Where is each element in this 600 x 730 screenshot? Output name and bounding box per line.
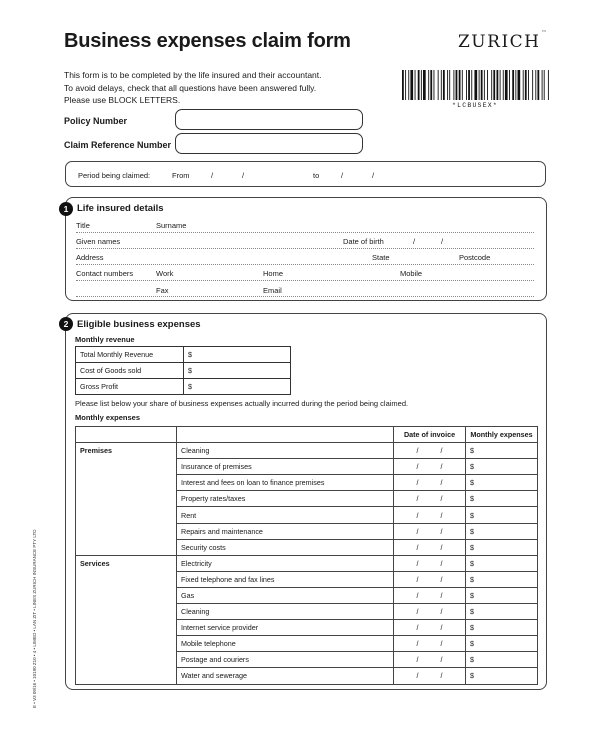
barcode-bar xyxy=(487,70,488,100)
address-line[interactable] xyxy=(76,264,534,265)
date-separator: / xyxy=(416,623,419,633)
barcode-bar xyxy=(471,70,472,100)
expenses-note: Please list below your share of business expenses actually incurred during the period being claimed. xyxy=(75,399,409,408)
barcode-bar xyxy=(535,70,536,100)
date-separator: / xyxy=(440,526,443,536)
expense-item-label: Gas xyxy=(177,587,394,603)
barcode-bar xyxy=(497,70,499,100)
date-separator: / xyxy=(416,655,419,665)
claim-reference-label: Claim Reference Number xyxy=(64,140,172,150)
brand-name: ZURICH xyxy=(458,32,541,52)
table-header-row xyxy=(76,427,538,443)
barcode-bar xyxy=(542,70,543,100)
home-phone-label: Home xyxy=(263,269,284,278)
expense-amount-cell[interactable]: $ xyxy=(466,571,538,587)
section-number: 2 xyxy=(59,317,73,331)
expense-amount-cell[interactable]: $ xyxy=(466,459,538,475)
period-claimed-box[interactable] xyxy=(65,161,546,187)
expense-item-label: Property rates/taxes xyxy=(177,491,394,507)
monthly-revenue-heading: Monthly revenue xyxy=(75,335,135,344)
invoice-date-cell[interactable] xyxy=(394,668,466,684)
given-names-label: Given names xyxy=(76,237,121,246)
expense-amount-cell[interactable]: $ xyxy=(466,604,538,620)
date-separator: / xyxy=(440,655,443,665)
date-separator: / xyxy=(440,607,443,617)
expense-amount-cell[interactable]: $ xyxy=(466,668,538,684)
expense-item-label: Insurance of premises xyxy=(177,459,394,475)
section-title: Life insured details xyxy=(77,203,164,214)
invoice-date-cell[interactable] xyxy=(394,491,466,507)
barcode-bar xyxy=(423,70,426,100)
postcode-label: Postcode xyxy=(459,253,491,262)
expense-amount-cell[interactable]: $ xyxy=(466,587,538,603)
expense-amount-cell[interactable]: $ xyxy=(466,539,538,555)
date-separator: / xyxy=(413,237,416,246)
barcode-bar xyxy=(438,70,439,100)
date-separator: / xyxy=(416,526,419,536)
invoice-date-cell[interactable] xyxy=(394,523,466,539)
barcode-bar xyxy=(493,70,495,100)
barcode-bar xyxy=(434,70,435,100)
date-separator: / xyxy=(372,171,375,180)
date-separator: / xyxy=(440,671,443,681)
date-separator: / xyxy=(440,639,443,649)
revenue-label: Total Monthly Revenue xyxy=(76,347,184,363)
barcode-bar xyxy=(503,70,504,100)
expense-item-label: Postage and couriers xyxy=(177,652,394,668)
policy-number-field[interactable] xyxy=(175,109,363,130)
date-separator: / xyxy=(416,607,419,617)
expense-amount-cell[interactable]: $ xyxy=(466,620,538,636)
fax-label: Fax xyxy=(156,286,169,295)
date-separator: / xyxy=(440,494,443,504)
date-separator: / xyxy=(211,171,214,180)
table-row xyxy=(76,379,291,395)
barcode-bar xyxy=(456,70,458,100)
expense-amount-cell[interactable]: $ xyxy=(466,652,538,668)
monthly-expenses-header: Monthly expenses xyxy=(466,427,538,443)
barcode-bar xyxy=(505,70,508,100)
barcode-bar xyxy=(523,70,524,100)
expense-amount-cell[interactable]: $ xyxy=(466,636,538,652)
side-form-code: E • V3 09/16 • 10190 Z10 • 4 • LIMBO • LAN ZIT • LINES ZURICH INSURANCE PTY LTD xyxy=(32,529,37,708)
claim-reference-field[interactable] xyxy=(175,133,363,154)
page-title: Business expenses claim form xyxy=(64,30,351,52)
expense-amount-cell[interactable]: $ xyxy=(466,555,538,571)
expense-amount-cell[interactable]: $ xyxy=(466,523,538,539)
barcode-bar xyxy=(430,70,432,100)
invoice-date-cell[interactable] xyxy=(394,443,466,459)
date-separator: / xyxy=(341,171,344,180)
invoice-date-cell[interactable] xyxy=(394,555,466,571)
date-separator: / xyxy=(416,462,419,472)
date-separator: / xyxy=(416,542,419,552)
date-of-invoice-header: Date of invoice xyxy=(394,427,466,443)
barcode-bar xyxy=(443,70,445,100)
date-separator: / xyxy=(440,510,443,520)
intro-line: This form is to be completed by the life insured and their accountant. xyxy=(64,70,322,80)
date-of-birth-label: Date of birth xyxy=(343,237,384,246)
invoice-date-cell[interactable] xyxy=(394,636,466,652)
invoice-date-cell[interactable] xyxy=(394,571,466,587)
date-separator: / xyxy=(416,574,419,584)
expense-amount-cell[interactable]: $ xyxy=(466,475,538,491)
date-separator: / xyxy=(440,590,443,600)
period-from-label: From xyxy=(172,171,190,180)
barcode-bar xyxy=(509,70,510,100)
date-separator: / xyxy=(440,558,443,568)
date-separator: / xyxy=(440,462,443,472)
address-label: Address xyxy=(76,253,104,262)
date-separator: / xyxy=(440,574,443,584)
monthly-expenses-heading: Monthly expenses xyxy=(75,413,141,422)
date-separator: / xyxy=(416,590,419,600)
invoice-date-cell[interactable] xyxy=(394,604,466,620)
fax-email-line[interactable] xyxy=(76,296,534,297)
barcode-bar xyxy=(532,70,533,100)
revenue-value-cell[interactable]: $ xyxy=(184,347,291,363)
expense-item-label: Internet service provider xyxy=(177,620,394,636)
contact-numbers-line[interactable] xyxy=(76,280,534,281)
given-names-line[interactable] xyxy=(76,248,534,249)
monthly-revenue-table xyxy=(75,346,291,395)
expense-item-label: Electricity xyxy=(177,555,394,571)
date-separator: / xyxy=(416,558,419,568)
barcode-bar xyxy=(466,70,467,100)
invoice-date-cell[interactable] xyxy=(394,475,466,491)
trademark-mark: ™ xyxy=(541,30,548,36)
expense-item-label: Mobile telephone xyxy=(177,636,394,652)
period-label: Period being claimed: xyxy=(78,171,151,180)
date-separator: / xyxy=(242,171,245,180)
barcode-bar xyxy=(402,70,404,100)
invoice-date-cell[interactable] xyxy=(394,652,466,668)
date-separator: / xyxy=(416,478,419,488)
date-separator: / xyxy=(440,542,443,552)
category-cell: Premises xyxy=(76,443,177,556)
barcode-bar xyxy=(484,70,485,100)
barcode-bar xyxy=(410,70,413,100)
date-separator: / xyxy=(440,446,443,456)
state-label: State xyxy=(372,253,390,262)
barcode-bar xyxy=(405,70,406,100)
expense-item-label: Fixed telephone and fax lines xyxy=(177,571,394,587)
category-header xyxy=(76,427,177,443)
table-row xyxy=(76,443,538,459)
barcode-bar xyxy=(525,70,527,100)
surname-label: Surname xyxy=(156,221,187,230)
date-separator: / xyxy=(416,639,419,649)
date-separator: / xyxy=(416,671,419,681)
barcode-bar xyxy=(408,70,409,100)
barcode-bar xyxy=(537,70,539,100)
invoice-date-cell[interactable] xyxy=(394,539,466,555)
monthly-expenses-table xyxy=(75,426,538,685)
barcode-text: *LCBUSEX* xyxy=(452,102,498,109)
barcode-bar xyxy=(447,70,448,100)
expense-item-label: Repairs and maintenance xyxy=(177,523,394,539)
expense-item-label: Water and sewerage xyxy=(177,668,394,684)
revenue-value-cell[interactable]: $ xyxy=(184,363,291,379)
email-label: Email xyxy=(263,286,282,295)
contact-numbers-label: Contact numbers xyxy=(76,269,134,278)
table-row xyxy=(76,363,291,379)
barcode-bar xyxy=(500,70,501,100)
revenue-value-cell[interactable]: $ xyxy=(184,379,291,395)
barcode-bar xyxy=(491,70,492,100)
expense-amount-cell[interactable]: $ xyxy=(466,491,538,507)
expense-amount-cell[interactable]: $ xyxy=(466,507,538,523)
barcode-bar xyxy=(512,70,514,100)
barcode-bar xyxy=(515,70,516,100)
date-separator: / xyxy=(441,237,444,246)
category-cell: Services xyxy=(76,555,177,684)
barcode-bar xyxy=(548,70,549,100)
policy-number-label: Policy Number xyxy=(64,116,128,126)
barcode-bar xyxy=(453,70,454,100)
expense-amount-cell[interactable]: $ xyxy=(466,443,538,459)
barcode-bar xyxy=(428,70,429,100)
barcode-bar xyxy=(481,70,483,100)
expense-item-label: Cleaning xyxy=(177,604,394,620)
barcode-bar xyxy=(421,70,422,100)
date-separator: / xyxy=(416,446,419,456)
barcode-bar xyxy=(468,70,470,100)
date-separator: / xyxy=(440,623,443,633)
date-separator: / xyxy=(416,494,419,504)
barcode-bar xyxy=(544,70,545,100)
item-header xyxy=(177,427,394,443)
revenue-label: Gross Profit xyxy=(76,379,184,395)
barcode-bar xyxy=(441,70,442,100)
work-phone-label: Work xyxy=(156,269,174,278)
barcode-bar xyxy=(528,70,529,100)
barcode-bar xyxy=(474,70,477,100)
invoice-date-cell[interactable] xyxy=(394,507,466,523)
title-surname-line[interactable] xyxy=(76,232,534,233)
table-row xyxy=(76,347,291,363)
barcode-bar xyxy=(459,70,461,100)
barcode-bar xyxy=(462,70,463,100)
table-row xyxy=(76,555,538,571)
expense-item-label: Rent xyxy=(177,507,394,523)
expense-item-label: Interest and fees on loan to finance premises xyxy=(177,475,394,491)
barcode-bar xyxy=(449,70,450,100)
mobile-phone-label: Mobile xyxy=(400,269,423,278)
expense-item-label: Cleaning xyxy=(177,443,394,459)
section-title: Eligible business expenses xyxy=(77,319,201,330)
date-separator: / xyxy=(416,510,419,520)
date-separator: / xyxy=(440,478,443,488)
barcode-bar xyxy=(518,70,521,100)
expense-item-label: Security costs xyxy=(177,539,394,555)
invoice-date-cell[interactable] xyxy=(394,620,466,636)
title-label: Title xyxy=(76,221,90,230)
barcode-bar xyxy=(479,70,480,100)
invoice-date-cell[interactable] xyxy=(394,459,466,475)
revenue-label: Cost of Goods sold xyxy=(76,363,184,379)
invoice-date-cell[interactable] xyxy=(394,587,466,603)
intro-line: To avoid delays, check that all questions have been answered fully. xyxy=(64,82,317,93)
section-number: 1 xyxy=(59,202,73,216)
barcode-bar xyxy=(418,70,420,100)
intro-text xyxy=(64,69,322,107)
intro-line: Please use BLOCK LETTERS. xyxy=(64,95,181,105)
brand-logo xyxy=(458,32,548,52)
period-to-label: to xyxy=(313,171,320,180)
barcode xyxy=(400,70,550,100)
barcode-bar xyxy=(415,70,416,100)
life-insured-section xyxy=(65,197,547,301)
